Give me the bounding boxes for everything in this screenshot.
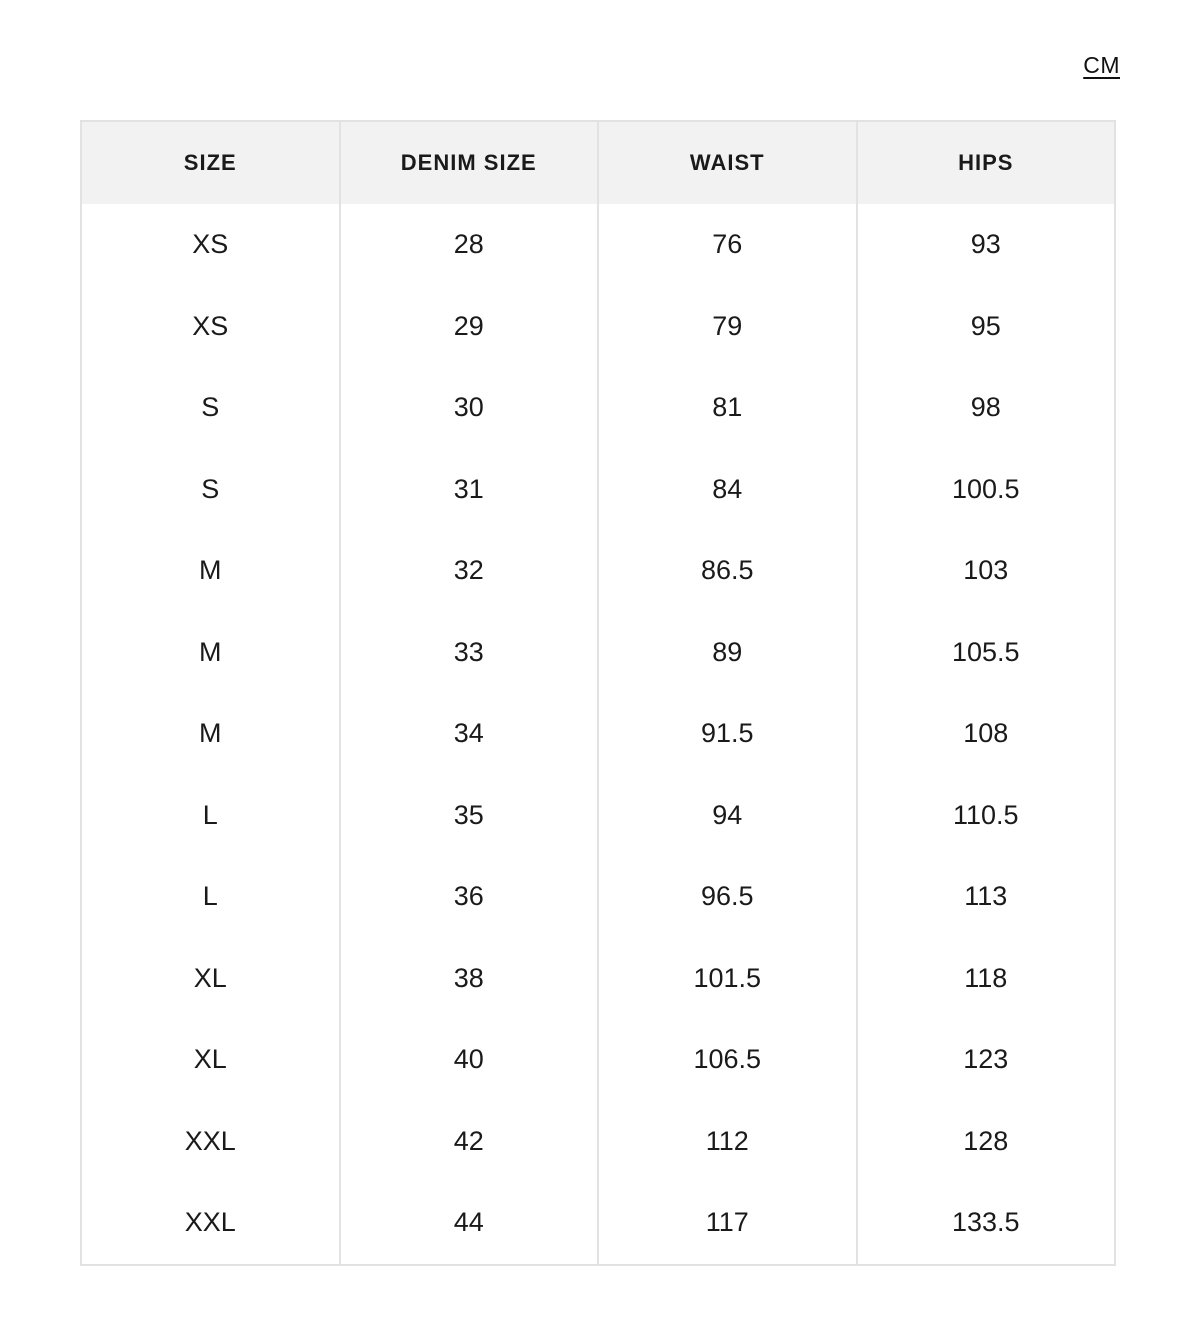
cell-waist: 117	[598, 1182, 857, 1265]
cell-size: S	[201, 473, 220, 504]
header-hips: HIPS	[857, 121, 1116, 204]
cell-waist: 89	[598, 612, 857, 694]
cell-denim-size: 36	[340, 856, 599, 938]
cell-waist: 112	[598, 1101, 857, 1183]
cell-waist: 84	[598, 449, 857, 531]
cell-hips: 95	[857, 286, 1116, 368]
cell-waist: 91.5	[598, 693, 857, 775]
cell-denim-size: 28	[340, 204, 599, 286]
cell-hips: 108	[857, 693, 1116, 775]
table-row	[81, 204, 1115, 286]
cell-size: XS	[192, 229, 229, 260]
cell-waist: 94	[598, 775, 857, 857]
cell-hips: 93	[857, 204, 1116, 286]
cell-waist: 106.5	[598, 1019, 857, 1101]
cell-hips: 103	[857, 530, 1116, 612]
cell-hips: 100.5	[857, 449, 1116, 531]
table-row	[81, 367, 1115, 449]
cell-hips: 110.5	[857, 775, 1116, 857]
cell-denim-size: 31	[340, 449, 599, 531]
size-chart-table	[80, 120, 1116, 1266]
table-row	[81, 856, 1115, 938]
cell-size: M	[199, 555, 222, 586]
cell-waist: 79	[598, 286, 857, 368]
cell-denim-size: 38	[340, 938, 599, 1020]
size-chart-body	[81, 204, 1115, 1265]
cell-size: XL	[193, 962, 227, 993]
table-row	[81, 530, 1115, 612]
size-chart-header	[81, 121, 1115, 204]
cell-denim-size: 44	[340, 1182, 599, 1265]
cell-denim-size: 33	[340, 612, 599, 694]
table-row	[81, 1101, 1115, 1183]
cell-size: XL	[193, 1044, 227, 1075]
cell-waist: 101.5	[598, 938, 857, 1020]
table-row	[81, 693, 1115, 775]
cell-hips: 118	[857, 938, 1116, 1020]
cell-size: M	[199, 636, 222, 667]
cell-hips: 98	[857, 367, 1116, 449]
header-row	[81, 121, 1115, 204]
cell-waist: 86.5	[598, 530, 857, 612]
cell-denim-size: 34	[340, 693, 599, 775]
cell-size: M	[199, 718, 222, 749]
cell-size: S	[201, 392, 220, 423]
table-row	[81, 938, 1115, 1020]
cell-denim-size: 30	[340, 367, 599, 449]
cell-size: L	[202, 881, 218, 912]
header-waist: WAIST	[598, 121, 857, 204]
cell-hips: 123	[857, 1019, 1116, 1101]
table-row	[81, 1182, 1115, 1265]
header-size: SIZE	[81, 121, 340, 204]
cell-denim-size: 42	[340, 1101, 599, 1183]
header-denim-size: DENIM SIZE	[340, 121, 599, 204]
cell-hips: 113	[857, 856, 1116, 938]
cell-denim-size: 40	[340, 1019, 599, 1101]
cell-hips: 133.5	[857, 1182, 1116, 1265]
cell-size: L	[202, 799, 218, 830]
table-row	[81, 1019, 1115, 1101]
cell-denim-size: 35	[340, 775, 599, 857]
cell-size: XS	[192, 310, 229, 341]
cell-denim-size: 29	[340, 286, 599, 368]
unit-toggle-cm-link[interactable]: CM	[1083, 52, 1120, 78]
table-row	[81, 449, 1115, 531]
cell-size: XXL	[184, 1125, 236, 1156]
cell-hips: 128	[857, 1101, 1116, 1183]
cell-waist: 76	[598, 204, 857, 286]
table-row	[81, 612, 1115, 694]
table-row	[81, 775, 1115, 857]
table-row	[81, 286, 1115, 368]
cell-denim-size: 32	[340, 530, 599, 612]
cell-waist: 81	[598, 367, 857, 449]
cell-waist: 96.5	[598, 856, 857, 938]
cell-size: XXL	[184, 1207, 236, 1238]
cell-hips: 105.5	[857, 612, 1116, 694]
